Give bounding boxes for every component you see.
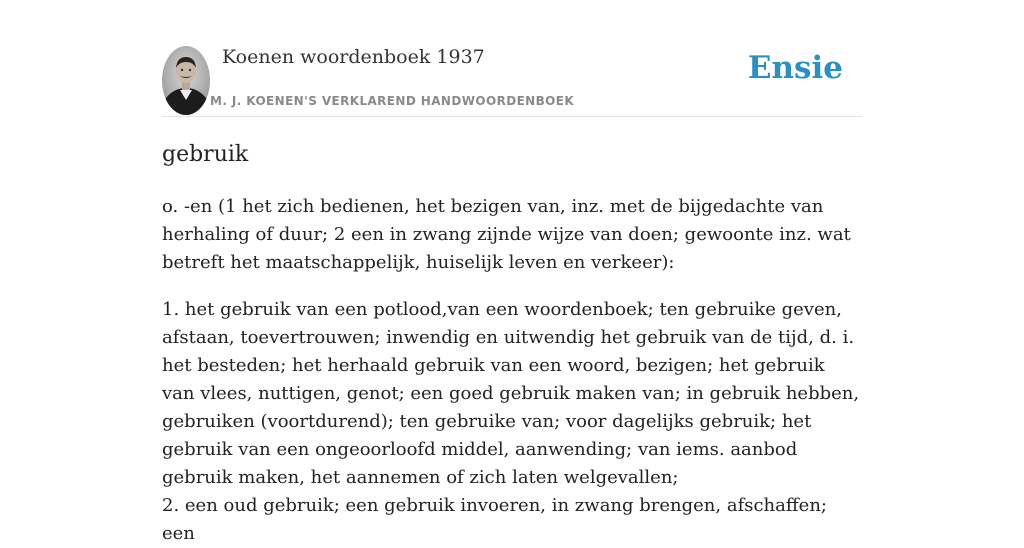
entry-definition (162, 193, 862, 548)
ensie-logo-link[interactable]: Ensie (747, 50, 843, 86)
sense-2: 2. een oud gebruik; een gebruik invoeren, in zwang brengen, afschaffen; een (162, 495, 827, 544)
page-container (162, 0, 862, 548)
entry-headword: gebruik (162, 142, 249, 167)
sense-1: 1. het gebruik van een potlood,van een woordenboek; ten gebruike geven, afstaan, toevertrouwen; inwendig en uitwendig het gebruik van de tijd, d. i. het besteden; het herhaald gebruik van een woord, bezigen; het gebruik van vlees, nuttigen, genot; een goed gebruik maken van; in gebruik hebben, gebruiken (voortdurend); ten gebruike van; voor dagelijks gebruik; het gebruik van een ongeoorloofd middel, aanwending; van iems. aanbod gebruik maken, het aannemen of zich laten welgevallen; (162, 299, 860, 488)
grammar-intro: o. -en (1 het zich bedienen, het bezigen van, inz. met de bijgedachte van herhaling of duur; 2 een in zwang zijnde wijze van doen; gewoonte inz. wat betreft het maatschappelijk, huiselijk leven en verkeer): (162, 196, 851, 273)
author-portrait-icon[interactable] (162, 46, 210, 115)
dictionary-header (162, 0, 862, 117)
book-title[interactable]: Koenen woordenboek 1937 (222, 46, 485, 68)
book-subtitle: M. J. KOENEN'S VERKLAREND HANDWOORDENBOEK (210, 94, 575, 108)
